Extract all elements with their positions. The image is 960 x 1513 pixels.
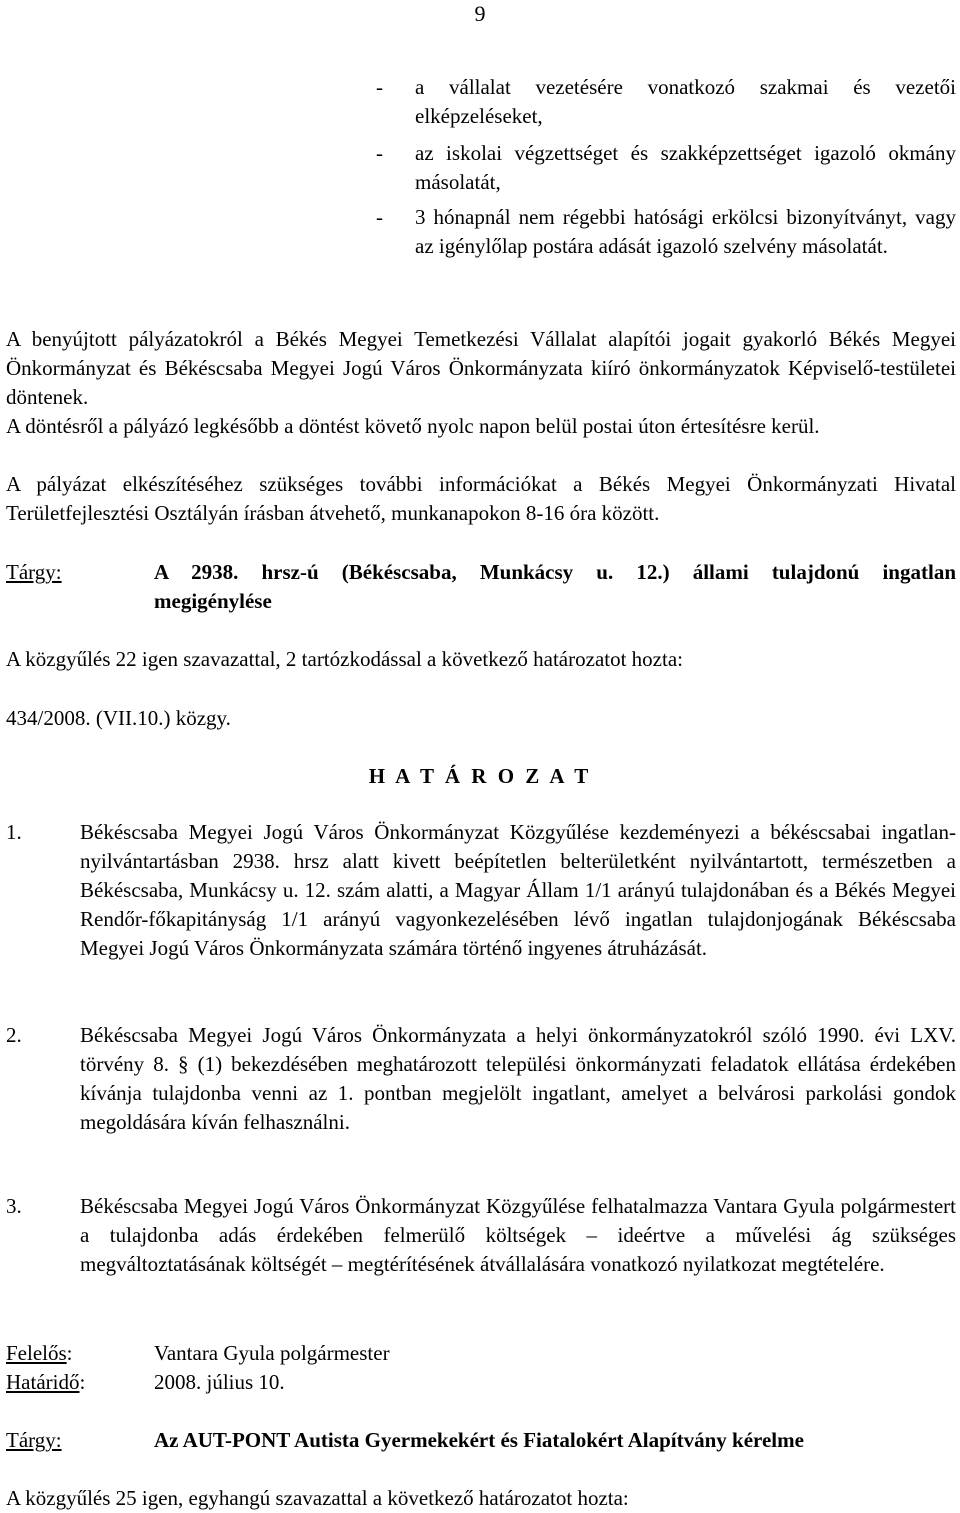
bullet-text: az iskolai végzettséget és szakképzettséget igazoló okmány másolatát, <box>415 141 956 194</box>
bullet-item <box>376 203 956 261</box>
deadline-value: 2008. július 10. <box>154 1370 285 1394</box>
bullet-text: 3 hónapnál nem régebbi hatósági erkölcsi bizonyítványt, vagy az igénylőlap postára adását igazoló szelvény másolatát. <box>415 205 956 258</box>
item-number: 2. <box>6 1023 22 1047</box>
subject-label: Tárgy: <box>6 1428 62 1452</box>
deadline-label: Határidő <box>6 1370 80 1394</box>
subject-label: Tárgy: <box>6 560 62 584</box>
paragraph-information: A pályázat elkészítéséhez szükséges további információkat a Békés Megyei Önkormányzati Hivatal Területfejlesztési Osztályán írásban átvehető, munkanapokon 8-16 óra között. <box>6 472 956 525</box>
vote-statement: A közgyűlés 22 igen szavazattal, 2 tartózkodással a következő határozatot hozta: <box>6 647 683 671</box>
bullet-dash: - <box>376 75 383 99</box>
responsible-colon: : <box>66 1341 73 1365</box>
resolution-item <box>6 1021 956 1137</box>
subject-title-line2: megigénylése <box>154 589 272 613</box>
responsible-value: Vantara Gyula polgármester <box>154 1341 390 1365</box>
deadline-colon: : <box>79 1370 86 1394</box>
item-number: 1. <box>6 820 22 844</box>
paragraph-decision-makers: A benyújtott pályázatokról a Békés Megyei Temetkezési Vállalat alapítói jogait gyakorló Békés Megyei Önkormányzat és Békéscsaba Megyei Jogú Város Önkormányzata kiíró önkormányzatok Képviselő-testületei döntenek. <box>6 327 956 409</box>
responsible-label: Felelős <box>6 1341 67 1365</box>
bullet-text: a vállalat vezetésére vonatkozó szakmai és vezetői elképzeléseket, <box>415 75 956 128</box>
item-text: Békéscsaba Megyei Jogú Város Önkormányzat Közgyűlése kezdeményezi a békéscsabai ingatlan-nyilvántartásban 2938. hrsz alatt kivett beépítetlen belterületként nyilvántartott, természetben a Békéscsaba, Munkácsy u. 12. szám alatti, a Magyar Állam 1/1 arányú tulajdonában és a Békés Megyei Rendőr-főkapitányság 1/1 arányú vagyonkezelésében lévő ingatlan tulajdonjogának Békéscsaba Megyei Jogú Város Önkormányzata számára történő ingyenes átruházását. <box>80 820 956 960</box>
deadline-row <box>6 1368 85 1397</box>
page-number: 9 <box>474 1 486 26</box>
subject-title: Az AUT-PONT Autista Gyermekekért és Fiatalokért Alapítvány kérelme <box>154 1428 804 1452</box>
item-number: 3. <box>6 1194 22 1218</box>
item-text: Békéscsaba Megyei Jogú Város Önkormányzat Közgyűlése felhatalmazza Vantara Gyula polgármestert a tulajdonba adás érdekében felmerülő költségek – ideértve a művelési ág szükséges megváltoztatásának költségét – megtérítésének átvállalására vonatkozó nyilatkozat megtételére. <box>80 1194 956 1276</box>
bullet-item <box>376 139 956 197</box>
item-text: Békéscsaba Megyei Jogú Város Önkormányzata a helyi önkormányzatokról szóló 1990. évi LXV. törvény 8. § (1) bekezdésében meghatározott települési önkormányzati feladatok ellátása érdekében kívánja tulajdonba venni az 1. pontban megjelölt ingatlant, amelyet a belvárosi parkolási gondok megoldására kíván felhasználni. <box>80 1023 956 1134</box>
responsible-row <box>6 1339 73 1368</box>
vote-statement: A közgyűlés 25 igen, egyhangú szavazattal a következő határozatot hozta: <box>6 1486 629 1510</box>
bullet-item <box>376 73 956 131</box>
bullet-dash: - <box>376 141 383 165</box>
subject-title-line1: A 2938. hrsz-ú (Békéscsaba, Munkácsy u. 12.) állami tulajdonú ingatlan <box>154 560 956 584</box>
resolution-item <box>6 1192 956 1279</box>
bullet-dash: - <box>376 205 383 229</box>
resolution-number: 434/2008. (VII.10.) közgy. <box>6 706 231 730</box>
resolution-heading: H A T Á R O Z A T <box>368 764 592 788</box>
paragraph-notification: A döntésről a pályázó legkésőbb a döntést követő nyolc napon belül postai úton értesítésre kerül. <box>6 414 820 438</box>
resolution-item <box>6 818 956 963</box>
